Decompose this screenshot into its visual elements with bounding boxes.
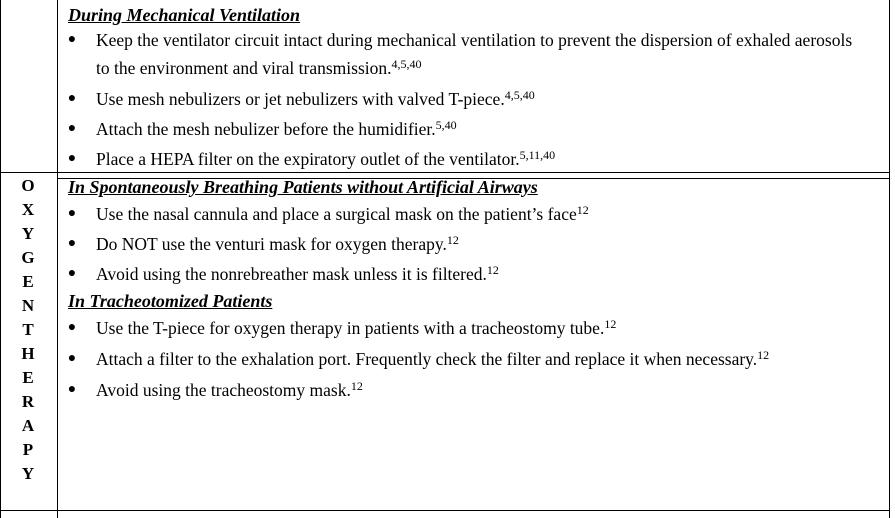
citation: 5,11,40 xyxy=(519,148,556,162)
side-label-letter: N xyxy=(21,296,35,315)
list-item xyxy=(66,200,589,228)
list-item xyxy=(66,85,535,113)
citation: 4,5,40 xyxy=(391,57,422,71)
list-item xyxy=(66,115,457,143)
table-bottom-border xyxy=(0,510,890,511)
bullet-icon: ● xyxy=(67,320,77,335)
item-text: Avoid using the tracheostomy mask. xyxy=(96,380,351,400)
bullet-icon: ● xyxy=(67,32,77,47)
list-item xyxy=(66,26,856,82)
side-label-letter: Y xyxy=(21,224,35,243)
section-heading-spontaneously-breathing: In Spontaneously Breathing Patients without Artificial Airways xyxy=(68,177,538,197)
list-item xyxy=(66,230,459,258)
item-text: Attach a filter to the exhalation port. Frequently check the filter and replace it when necessary. xyxy=(96,349,758,369)
side-label-letter: X xyxy=(21,200,35,219)
label-column-divider xyxy=(57,0,58,518)
item-text: Use the nasal cannula and place a surgical mask on the patient’s face xyxy=(96,204,577,224)
item-text: Do NOT use the venturi mask for oxygen therapy. xyxy=(96,234,447,254)
bullet-icon: ● xyxy=(67,121,77,136)
side-label-letter: E xyxy=(22,368,34,387)
bullet-icon: ● xyxy=(67,236,77,251)
side-label-letter: G xyxy=(21,248,35,267)
item-text: Use mesh nebulizers or jet nebulizers with valved T-piece. xyxy=(96,89,505,109)
side-label-letter: P xyxy=(22,440,34,459)
citation: 12 xyxy=(757,348,770,362)
section-heading-tracheotomized: In Tracheotomized Patients xyxy=(68,291,273,311)
item-text: Use the T-piece for oxygen therapy in patients with a tracheostomy tube. xyxy=(96,318,605,338)
list-item xyxy=(66,345,769,373)
side-label-letter: O xyxy=(21,176,35,195)
list-item xyxy=(66,260,499,288)
section-heading-mechanical-ventilation: During Mechanical Ventilation xyxy=(68,5,301,25)
citation: 4,5,40 xyxy=(504,88,535,102)
item-text: Attach the mesh nebulizer before the humidifier. xyxy=(96,119,436,139)
side-label-letter: H xyxy=(21,344,35,363)
citation: 12 xyxy=(486,263,499,277)
citation: 12 xyxy=(446,233,459,247)
side-label-letter: A xyxy=(21,416,35,435)
item-text: Avoid using the nonrebreather mask unless it is filtered. xyxy=(96,264,487,284)
item-text: Place a HEPA filter on the expiratory outlet of the ventilator. xyxy=(96,149,520,169)
bullet-icon: ● xyxy=(67,151,77,166)
bullet-icon: ● xyxy=(67,206,77,221)
list-item xyxy=(66,376,363,404)
citation: 12 xyxy=(604,317,617,331)
citation: 12 xyxy=(350,379,363,393)
oxygen-therapy-side-label xyxy=(0,174,56,486)
list-item xyxy=(66,145,555,173)
citation: 12 xyxy=(576,203,589,217)
bullet-icon: ● xyxy=(67,91,77,106)
bullet-icon: ● xyxy=(67,266,77,281)
side-label-letter: R xyxy=(21,392,35,411)
list-item xyxy=(66,314,616,342)
side-label-letter: Y xyxy=(21,464,35,483)
side-label-letter: T xyxy=(22,320,34,339)
bullet-icon: ● xyxy=(67,351,77,366)
side-label-letter: E xyxy=(22,272,34,291)
item-text: Keep the ventilator circuit intact during mechanical ventilation to prevent the dispersion of exhaled aerosols to the environment and viral transmission. xyxy=(96,30,853,78)
bullet-icon: ● xyxy=(67,382,77,397)
citation: 5,40 xyxy=(435,118,457,132)
table-right-border xyxy=(889,0,890,518)
